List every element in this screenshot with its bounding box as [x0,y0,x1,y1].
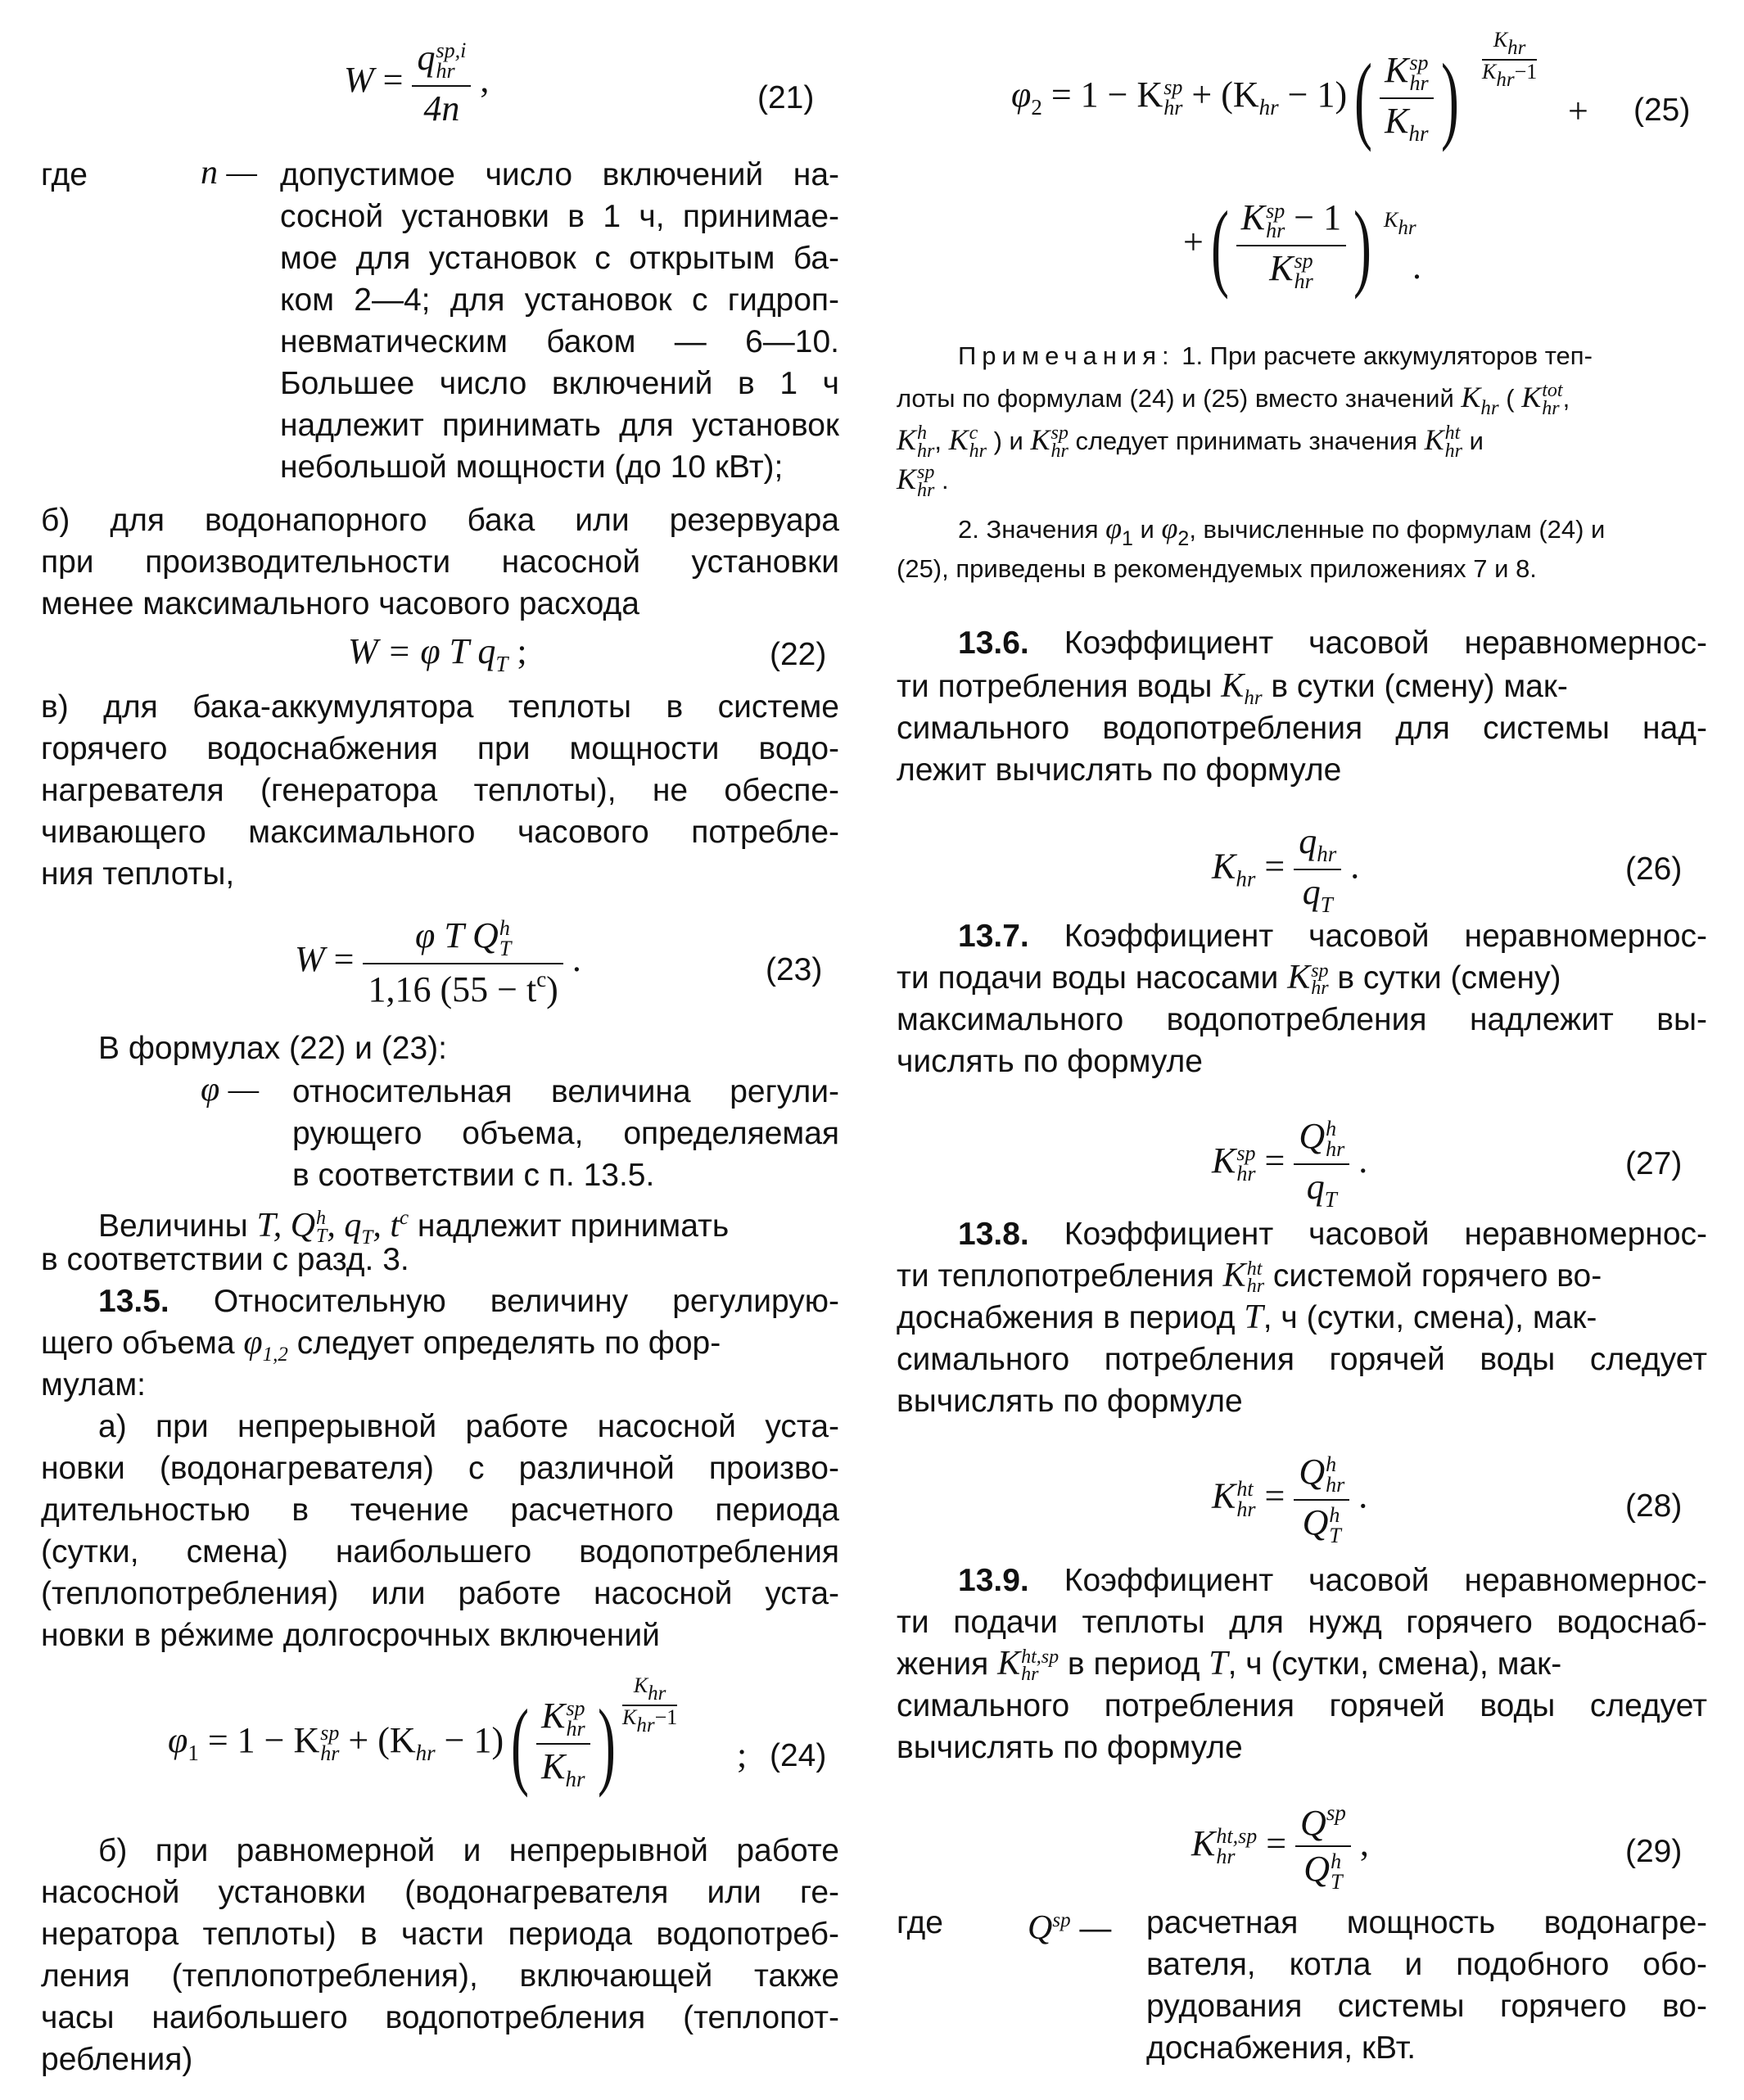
n-variable: n — [201,154,257,192]
section-13-8-line: 13.8. Коэффициент часовой неравномернос- [958,1217,1707,1252]
formula-22-number: (22) [770,637,827,672]
section-13-8-line: ти теплопотребления K ht hr системой горячего во- [897,1257,1602,1298]
section-13-7-line: максимального водопотребления надлежит вы- [897,1002,1707,1037]
section-13-9-line: жения K ht,sp hr в период T, ч (сутки, смена), мак- [897,1645,1562,1686]
section-13-5-line: 13.5. Относительную величину регулирую- [98,1284,839,1319]
phi-line: рующего объема, определяемая [292,1116,839,1151]
item-b2-line: нератора теплоты) в части периода водопотреб- [41,1917,839,1952]
section-13-9-line: 13.9. Коэффициент часовой неравномернос- [958,1563,1707,1598]
section-13-7-line: ти подачи воды насосами K sp hr в сутки (смену) [897,959,1561,1000]
formula-25-exponent: Khr Khr−1 [1482,28,1538,92]
item-a-line: новки (водонагревателя) с различной произво- [41,1451,839,1486]
item-b-line: при производительности насосной установки [41,544,839,580]
formula-23-number: (23) [766,952,823,987]
note-1-line: Примечания: 1. При расчете аккумуляторов теп- [958,341,1593,370]
phi-line: относительная величина регули- [292,1074,839,1109]
item-b2-line: ления (теплопотребления), включающей также [41,1958,839,1994]
qsp-line: вателя, котла и подобного обо- [1146,1947,1707,1982]
section-13-9-line: симального потребления горячей воды следует [897,1688,1707,1723]
item-b2-line: часы наибольшего водопотребления (теплопот- [41,2000,839,2035]
item-v-line: в) для бака-аккумулятора теплоты в системе [41,689,839,725]
section-13-9-line: ти подачи теплоты для нужд горячего водоснаб- [897,1605,1707,1640]
section-13-6-line: лежит вычислять по формуле [897,752,1342,788]
formula-25-line-2-tail: . [1412,246,1421,287]
formula-23: W = φ T Q h T 1,16 $(55 - t^c)$ . [295,915,581,1009]
item-v-line: чивающего максимального часового потребле- [41,815,839,850]
item-a-line: (сутки, смена) наибольшего водопотребления [41,1534,839,1569]
formula-29-number: (29) [1625,1834,1683,1869]
section-13-8-line: симального потребления горячей воды следует [897,1342,1707,1377]
item-b-line: б) для водонапорного бака или резервуара [41,503,839,538]
note-2-line: 2. Значения $\varphi_1$ и $\varphi_2$, вычисленные по формулам (24) и [958,512,1606,550]
section-13-6-line: 13.6. Коэффициент часовой неравномернос- [958,625,1707,661]
formula-24-exponent: Khr Khr−1 [622,1673,678,1737]
n-line: надлежит принимать для установок [280,408,839,443]
formula-27: K sp hr = Q h hr $q_T$ . [1212,1116,1368,1212]
item-b2-line: б) при равномерной и непрерывной работе [98,1833,839,1868]
note-2-line: (25), приведены в рекомендуемых приложениях 7 и 8. [897,554,1537,583]
item-a-line: (теплопотребления) или работе насосной уста- [41,1576,839,1611]
qsp-line: доснабжения, кВт. [1146,2030,1416,2066]
formula-26: $K_{hr}$ = $\frac{q_{hr}}{q_T}$ . [1212,821,1360,918]
section-13-8-line: вычислять по формуле [897,1384,1243,1419]
section-13-8-line: доснабжения в период T, ч (сутки, смена), мак- [897,1298,1597,1336]
formula-25-number: (25) [1633,93,1691,128]
phi-line: в соответствии с п. 13.5. [292,1158,655,1193]
qsp-line: расчетная мощность водонагре- [1146,1905,1707,1940]
section-13-8-number: 13.8. [958,1217,1029,1252]
formula-27-number: (27) [1625,1146,1683,1181]
qsp-line: рудования системы горячего во- [1146,1989,1707,2024]
formula-29: K ht,sp hr = $Q^{sp}$ Q h T , [1191,1800,1369,1895]
section-13-5-number: 13.5. [98,1284,169,1319]
n-line: сосной установки в 1 ч, принимае- [280,199,839,234]
item-a-line: новки в рéжиме долгосрочных включений [41,1618,660,1653]
qsp-variable: $Q^{sp}$ — [1028,1909,1112,1947]
note-1-line: K h hr , K c hr ) и K sp hr следует принимать значения K ht hr и [897,422,1484,462]
where-label-2: где [897,1905,943,1940]
values-line-2: в соответствии с разд. 3. [41,1242,409,1277]
n-line: мое для установок с открытым ба- [280,241,839,276]
section-13-7-line: числять по формуле [897,1044,1203,1079]
section-13-6-line: симального водопотребления для системы над- [897,711,1707,746]
formula-25: $\varphi_2 = 1 - K$ sp hr + $(K_{hr} - 1)$( K sp hr $K_{hr}$ ) [1011,43,1459,152]
formula-24-number: (24) [770,1738,827,1773]
phi-variable: φ — [201,1071,260,1109]
section-13-5-line: мулам: [41,1367,146,1402]
values-line: Величины T, Q h T , $q_T$, $t^c$ надлежит принимать [98,1207,730,1249]
n-line: Большее число включений в 1 ч [280,366,839,401]
formula-24-tail: ; [737,1735,748,1775]
notes-label: Примечания: [958,341,1175,370]
section-13-7-line: 13.7. Коэффициент часовой неравномернос- [958,919,1707,954]
section-13-9-number: 13.9. [958,1563,1029,1598]
section-13-5-line: щего объема $\varphi_{1,2}$ следует определять по фор- [41,1324,721,1366]
formula-28-number: (28) [1625,1488,1683,1524]
n-line: невматическим баком — 6—10. [280,324,839,359]
formula-25-plus: + [1568,91,1588,131]
note-1-line: K sp hr . [897,462,949,501]
section-13-6-number: 13.6. [958,625,1029,661]
section-13-7-number: 13.7. [958,919,1029,954]
section-13-9-line: вычислять по формуле [897,1730,1243,1765]
n-line: ком 2—4; для установок с гидроп- [280,282,839,318]
formula-25-line-2: +( K sp hr − 1 K sp hr ) [1183,191,1372,300]
item-v-line: ния теплоты, [41,856,235,892]
formula-25-line-2-exponent: Khr [1384,208,1416,239]
n-line: небольшой мощности (до 10 кВт); [280,449,784,485]
n-line: допустимое число включений на- [280,157,839,192]
item-v-line: горячего водоснабжения при мощности водо- [41,731,839,766]
formula-22: W = φ T $q_T$ ; [348,631,527,676]
item-b2-line: насосной установки (водонагревателя или ге- [41,1875,839,1910]
formula-26-number: (26) [1625,851,1683,887]
item-b-line: менее максимального часового расхода [41,586,639,621]
formula-21-number: (21) [757,80,815,115]
item-a-line: а) при непрерывной работе насосной уста- [98,1409,839,1444]
where-label: где [41,157,88,192]
section-13-6-line: ти потребления воды $K_{hr}$ в сутки (смену) мак- [897,667,1568,709]
formula-24: $\varphi_1 = 1 - K$ sp hr + $(K_{hr} - 1)$( K sp hr $K_{hr}$ ) [168,1689,616,1798]
formula-28: K ht hr = Q h hr Q h T . [1212,1452,1368,1547]
formula-21: W = q sp,i hr 4n , [344,38,490,129]
note-1-line: лоты по формулам (24) и (25) вместо значений $K_{hr}$ ( K tot hr , [897,380,1570,419]
item-a-line: дительностью в течение расчетного периода [41,1493,839,1528]
item-b2-line: ребления) [41,2042,193,2077]
formulas-reference: В формулах (22) и (23): [98,1031,447,1066]
item-v-line: нагревателя (генератора теплоты), не обеспе- [41,773,839,808]
